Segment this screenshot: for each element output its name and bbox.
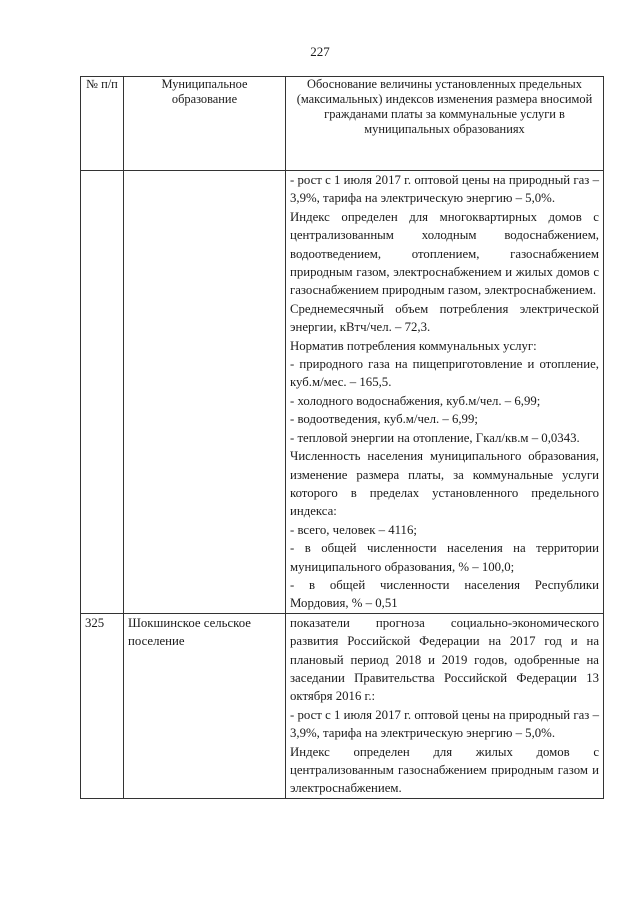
text-line: Численность населения муниципального образования, изменение размера платы, за коммунальные услуги которого в пределах установленного предельного индекса: [290, 449, 599, 519]
text-line: - рост с 1 июля 2017 г. оптовой цены на природный газ – 3,9%, тарифа на электрическую энергию – 5,0%. [290, 707, 599, 741]
header-municipality: Муниципальное образование [124, 77, 286, 171]
text-line: - всего, человек – 4116; [290, 522, 417, 537]
text-line: - в общей численности населения Республики Мордовия, % – 0,51 [290, 577, 599, 611]
row-justification [286, 171, 604, 614]
text-line: - в общей численности населения на территории муниципального образования, % – 100,0; [290, 541, 599, 574]
text-line: Индекс определен для многоквартирных домов с централизованным холодным водоснабжением, водоотведением, отоплением, газоснабжением природным газом, электроснабжением и жилых домов с газоснабжением природным газом, электроснабжением. [290, 209, 599, 298]
text-line: Среднемесячный объем потребления электрической энергии, кВтч/чел. – 72,3. [290, 301, 599, 335]
text-line: Норматив потребления коммунальных услуг: [290, 338, 537, 353]
row-num: 325 [81, 613, 124, 798]
table-row [81, 613, 604, 798]
text-line: - холодного водоснабжения, куб.м/чел. – 6,99; [290, 393, 541, 408]
text-line: - природного газа на пищеприготовление и отопление, куб.м/мес. – 165,5. [290, 357, 599, 390]
row-municipality [124, 171, 286, 614]
row-justification [286, 613, 604, 798]
table-row [81, 171, 604, 614]
text-line: - водоотведения, куб.м/чел. – 6,99; [290, 412, 478, 427]
text-line: - рост с 1 июля 2017 г. оптовой цены на природный газ – 3,9%, тарифа на электрическую энергию – 5,0%. [290, 173, 599, 206]
table-header-row [81, 77, 604, 171]
header-num: № п/п [81, 77, 124, 171]
page-number: 227 [310, 44, 330, 59]
text-line: Индекс определен для жилых домов с централизованным газоснабжением природным газом и электроснабжением. [290, 744, 599, 796]
tariff-index-table [80, 76, 604, 799]
row-municipality: Шокшинское сельское поселение [124, 613, 286, 798]
row-num [81, 171, 124, 614]
text-line: - тепловой энергии на отопление, Гкал/кв.м – 0,0343. [290, 430, 580, 445]
text-line: показатели прогноза социально-экономического развития Российской Федерации на 2017 год и на плановый период 2018 и 2019 годов, одобренные на заседании Правительства Российской Федерации 13 октября 2016 г.: [290, 615, 599, 704]
header-justification: Обоснование величины установленных предельных (максимальных) индексов изменения размера вносимой гражданами платы за коммунальные услуги в муниципальных образованиях [286, 77, 604, 171]
